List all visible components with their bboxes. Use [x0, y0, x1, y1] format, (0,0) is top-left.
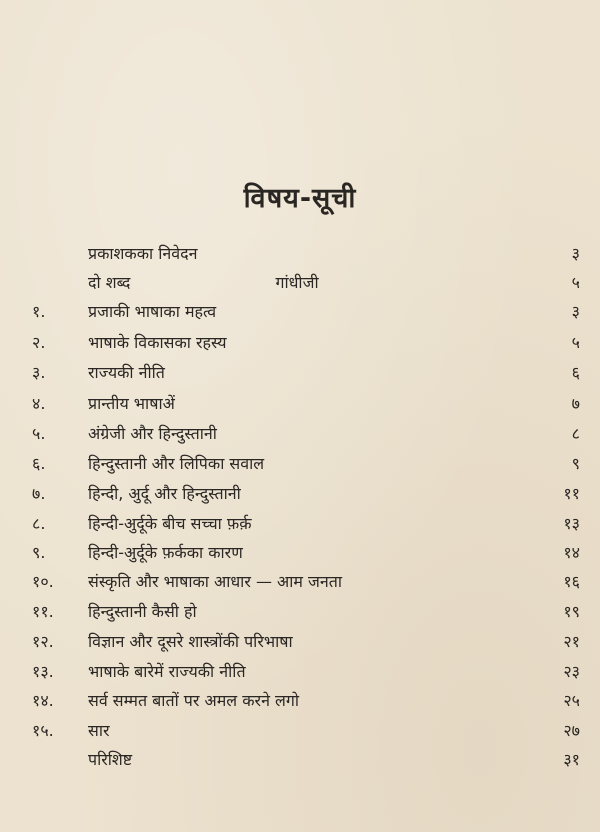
toc-entry-title: हिन्दुस्तानी कैसी हो	[88, 602, 197, 621]
toc-entry-number: १४.	[32, 691, 54, 710]
toc-entry-title: भाषाके बारेमें राज्यकी नीति	[88, 662, 246, 681]
toc-entry	[0, 481, 600, 515]
toc-entry-number: २.	[32, 333, 46, 352]
toc-entry-title: प्रजाकी भाषाका महत्व	[88, 302, 217, 321]
toc-entry-title: हिन्दी-अुर्दूके बीच सच्चा फ़र्क़	[88, 514, 252, 533]
toc-entry-page: १९	[563, 602, 580, 621]
toc-entry-author: गांधीजी	[275, 273, 319, 292]
toc-entry-page: ११	[563, 484, 580, 503]
toc-entry-page: २१	[563, 632, 580, 651]
toc-entry-page: ३	[571, 302, 580, 321]
toc-entry-page: ७	[571, 394, 580, 413]
toc-entry-number: ७.	[32, 484, 46, 503]
toc-entry-title: हिन्दी, अुर्दू और हिन्दुस्तानी	[88, 484, 241, 503]
toc-entry-number: १५.	[32, 721, 54, 740]
toc-entry-number: ४.	[32, 394, 46, 413]
toc-entry-title: प्रान्तीय भाषाअें	[88, 394, 175, 413]
toc-entry-number: ५.	[32, 424, 46, 443]
toc-entry-number: ९.	[32, 543, 46, 562]
toc-entry-number: १०.	[32, 572, 54, 591]
toc-entry-title: अंग्रेजी और हिन्दुस्तानी	[88, 424, 217, 443]
toc-entry	[0, 451, 600, 485]
page-title: विषय-सूची	[243, 183, 357, 214]
toc-entry-title: परिशिष्ट	[88, 750, 133, 769]
toc-entry-page: ५	[571, 273, 580, 292]
toc-entry-title: सर्व सम्मत बातों पर अमल करने लगो	[88, 691, 300, 710]
toc-entry-title: हिन्दी-अुर्दूके फ़र्कका कारण	[88, 543, 243, 562]
toc-entry	[0, 299, 600, 333]
toc-entry-title: दो शब्द गांधीजी	[88, 273, 319, 292]
toc-entry-title: सार	[88, 721, 110, 740]
toc-entry	[0, 747, 600, 781]
toc-entry	[0, 330, 600, 364]
toc-entry-page: ३१	[563, 750, 580, 769]
toc-entry	[0, 629, 600, 663]
toc-entry-title: भाषाके विकासका रहस्य	[88, 333, 227, 352]
toc-entry-title: प्रकाशकका निवेदन	[88, 244, 198, 263]
toc-entry-number: १२.	[32, 632, 54, 651]
toc-entry-page: ६	[571, 363, 580, 382]
toc-entry-page: १६	[563, 572, 580, 591]
toc-entry-page: ८	[571, 424, 580, 443]
toc-entry-page: ९	[571, 454, 580, 473]
toc-entry-page: १४	[563, 543, 580, 562]
toc-entry-number: ६.	[32, 454, 46, 473]
toc-entry-page: २५	[563, 691, 580, 710]
toc-entry-page: ३	[571, 244, 580, 263]
toc-entry-title: संस्कृति और भाषाका आधार — आम जनता	[88, 572, 343, 591]
toc-entry-number: ११.	[32, 602, 54, 621]
toc-entry-number: १३.	[32, 662, 54, 681]
toc-entry	[0, 599, 600, 633]
toc-entry	[0, 421, 600, 455]
toc-entry-page: २३	[563, 662, 580, 681]
toc-entry-title: विज्ञान और दूसरे शास्त्रोंकी परिभाषा	[88, 632, 293, 651]
toc-entry-page: ५	[571, 333, 580, 352]
toc-entry	[0, 391, 600, 425]
toc-entry-number: १.	[32, 302, 46, 321]
toc-entry	[0, 688, 600, 722]
toc-entry	[0, 360, 600, 394]
toc-entry-page: १३	[563, 514, 580, 533]
toc-entry-title: हिन्दुस्तानी और लिपिका सवाल	[88, 454, 265, 473]
toc-entry-title: राज्यकी नीति	[88, 363, 165, 382]
toc-entry	[0, 569, 600, 603]
toc-entry-page: २७	[563, 721, 580, 740]
toc-entry-number: ३.	[32, 363, 46, 382]
toc-entry-number: ८.	[32, 514, 46, 533]
